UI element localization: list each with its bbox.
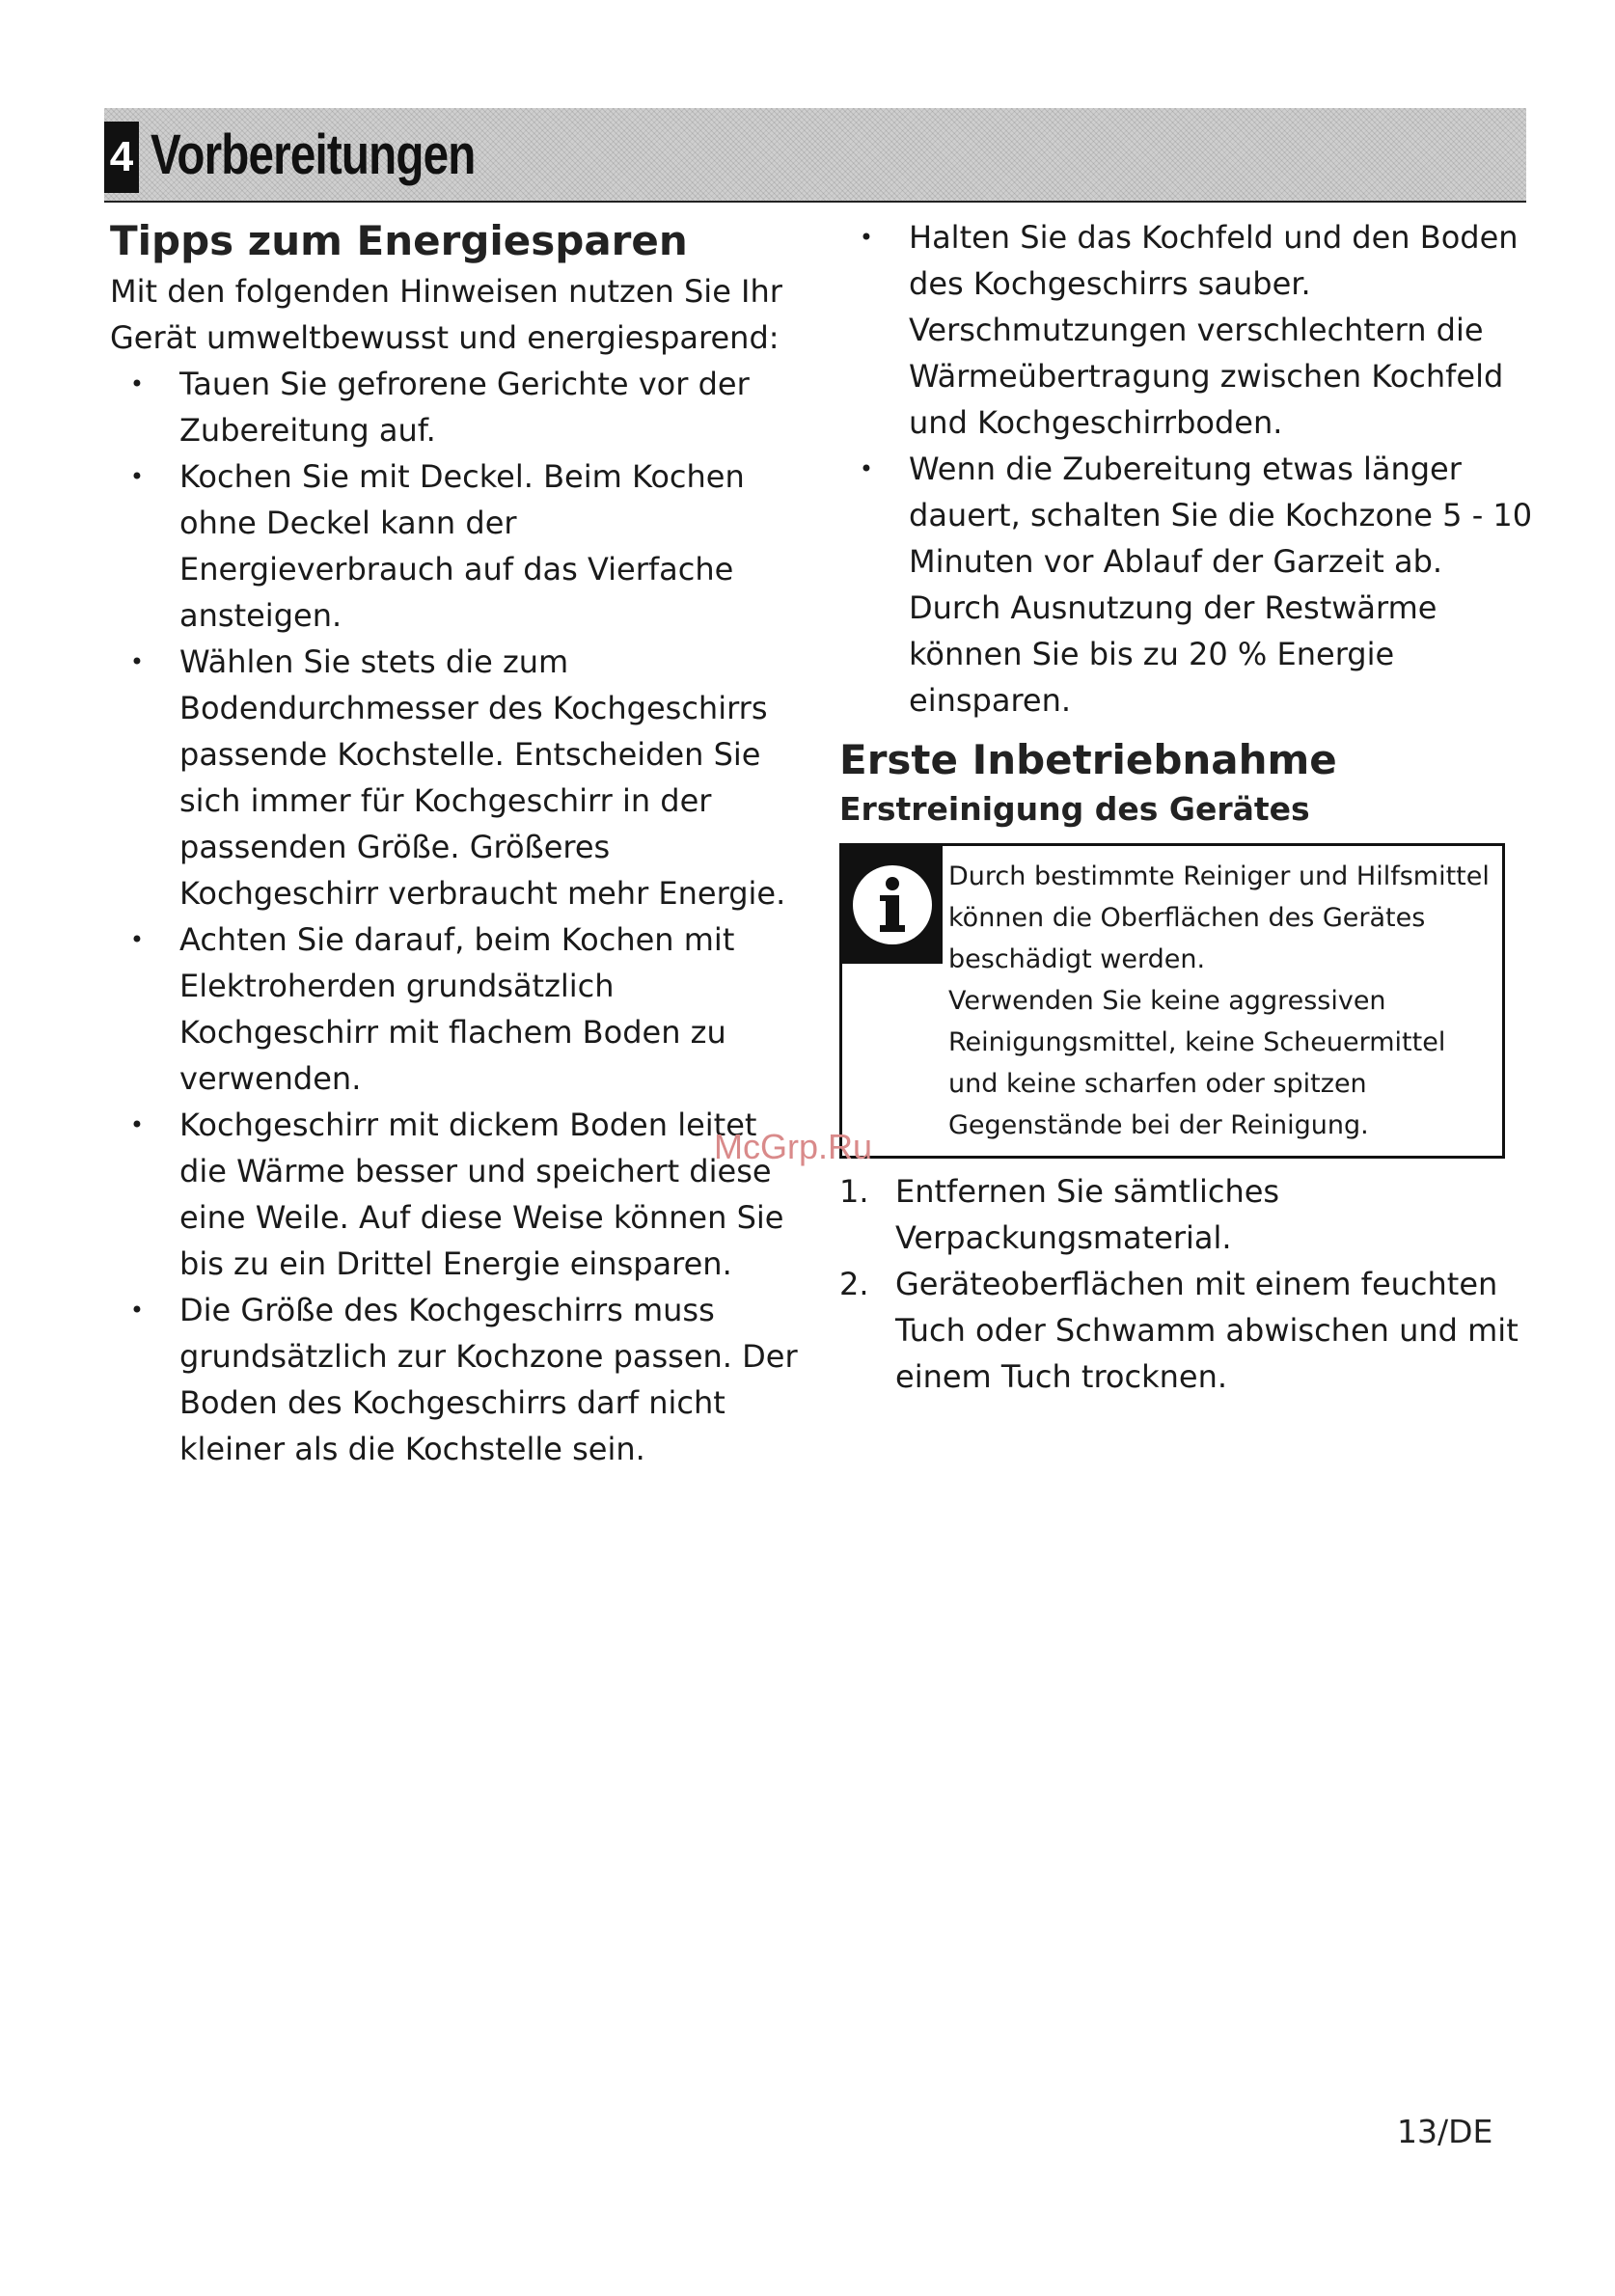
chapter-number: 4 (104, 122, 139, 193)
list-item: 1. Entfernen Sie sämtliches Verpackungsmaterial. (839, 1173, 1280, 1256)
list-item: • Kochen Sie mit Deckel. Beim Kochen ohne Deckel kann der Energieverbrauch auf das Vierfache ansteigen. (110, 453, 800, 639)
list-item: • Halten Sie das Kochfeld und den Boden des Kochgeschirrs sauber. Verschmutzungen verschlechtern die Wärmeübertragung zwischen Kochfeld und Kochgeschirrboden. (839, 214, 1534, 446)
list-item: • Die Größe des Kochgeschirrs muss grundsätzlich zur Kochzone passen. Der Boden des Kochgeschirrs darf nicht kleiner als die Kochstelle sein. (110, 1287, 800, 1472)
watermark: McGrp.Ru (714, 1127, 873, 1166)
energy-list (110, 361, 800, 1472)
list-item: • Kochgeschirr mit dickem Boden leitet die Wärme besser und speichert diese eine Weile. Auf diese Weise können Sie bis zu ein Drittel Energie einsparen. (110, 1102, 800, 1287)
bullet-icon: • (129, 648, 145, 675)
list-item: 2. Geräteoberflächen mit einem feuchten Tuch oder Schwamm abwischen und mit einem Tuch trocknen. (839, 1266, 1519, 1395)
energy-list-continued (839, 214, 1534, 724)
list-item: • Wählen Sie stets die zum Bodendurchmesser des Kochgeschirrs passende Kochstelle. Entscheiden Sie sich immer für Kochgeschirr in der passenden Größe. Größeres Kochgeschirr verbraucht mehr Energie. (110, 639, 800, 916)
bullet-icon: • (129, 1297, 145, 1324)
list-item: • Achten Sie darauf, beim Kochen mit Elektroherden grundsätzlich Kochgeschirr mit flachem Boden zu verwenden. (110, 916, 800, 1102)
first-use-heading: Erste Inbetriebnahme (839, 736, 1337, 783)
left-column (110, 214, 800, 1472)
info-text-warning: Durch bestimmte Reiniger und Hilfsmittel können die Oberflächen des Gerätes beschädigt werden. (948, 861, 1490, 974)
bullet-icon: • (859, 455, 874, 482)
energy-intro: Mit den folgenden Hinweisen nutzen Sie Ihr Gerät umweltbewusst und energiesparend: (110, 273, 782, 356)
info-text-instruction: Verwenden Sie keine aggressiven Reinigungsmittel, keine Scheuermittel und keine scharfen oder spitzen Gegenstände bei der Reinigung. (948, 986, 1446, 1140)
info-note-box (839, 843, 1505, 1159)
bullet-icon: • (129, 370, 145, 397)
energy-heading: Tipps zum Energiesparen (110, 217, 688, 264)
list-item: • Tauen Sie gefrorene Gerichte vor der Zubereitung auf. (110, 361, 800, 453)
info-icon (842, 846, 943, 964)
page-number: 13/DE (1397, 2113, 1493, 2150)
bullet-icon: • (129, 1111, 145, 1138)
bullet-icon: • (129, 463, 145, 490)
bullet-icon: • (859, 224, 874, 251)
bullet-icon: • (129, 926, 145, 953)
chapter-title: Vorbereitungen (151, 123, 476, 186)
right-column (839, 214, 1534, 1400)
list-item: • Wenn die Zubereitung etwas länger dauert, schalten Sie die Kochzone 5 - 10 Minuten vor Ablauf der Garzeit ab. Durch Ausnutzung der Restwärme können Sie bis zu 20 % Energie einsparen. (839, 446, 1534, 724)
cleaning-steps (839, 1168, 1534, 1400)
cleaning-subheading: Erstreinigung des Gerätes (839, 790, 1310, 828)
